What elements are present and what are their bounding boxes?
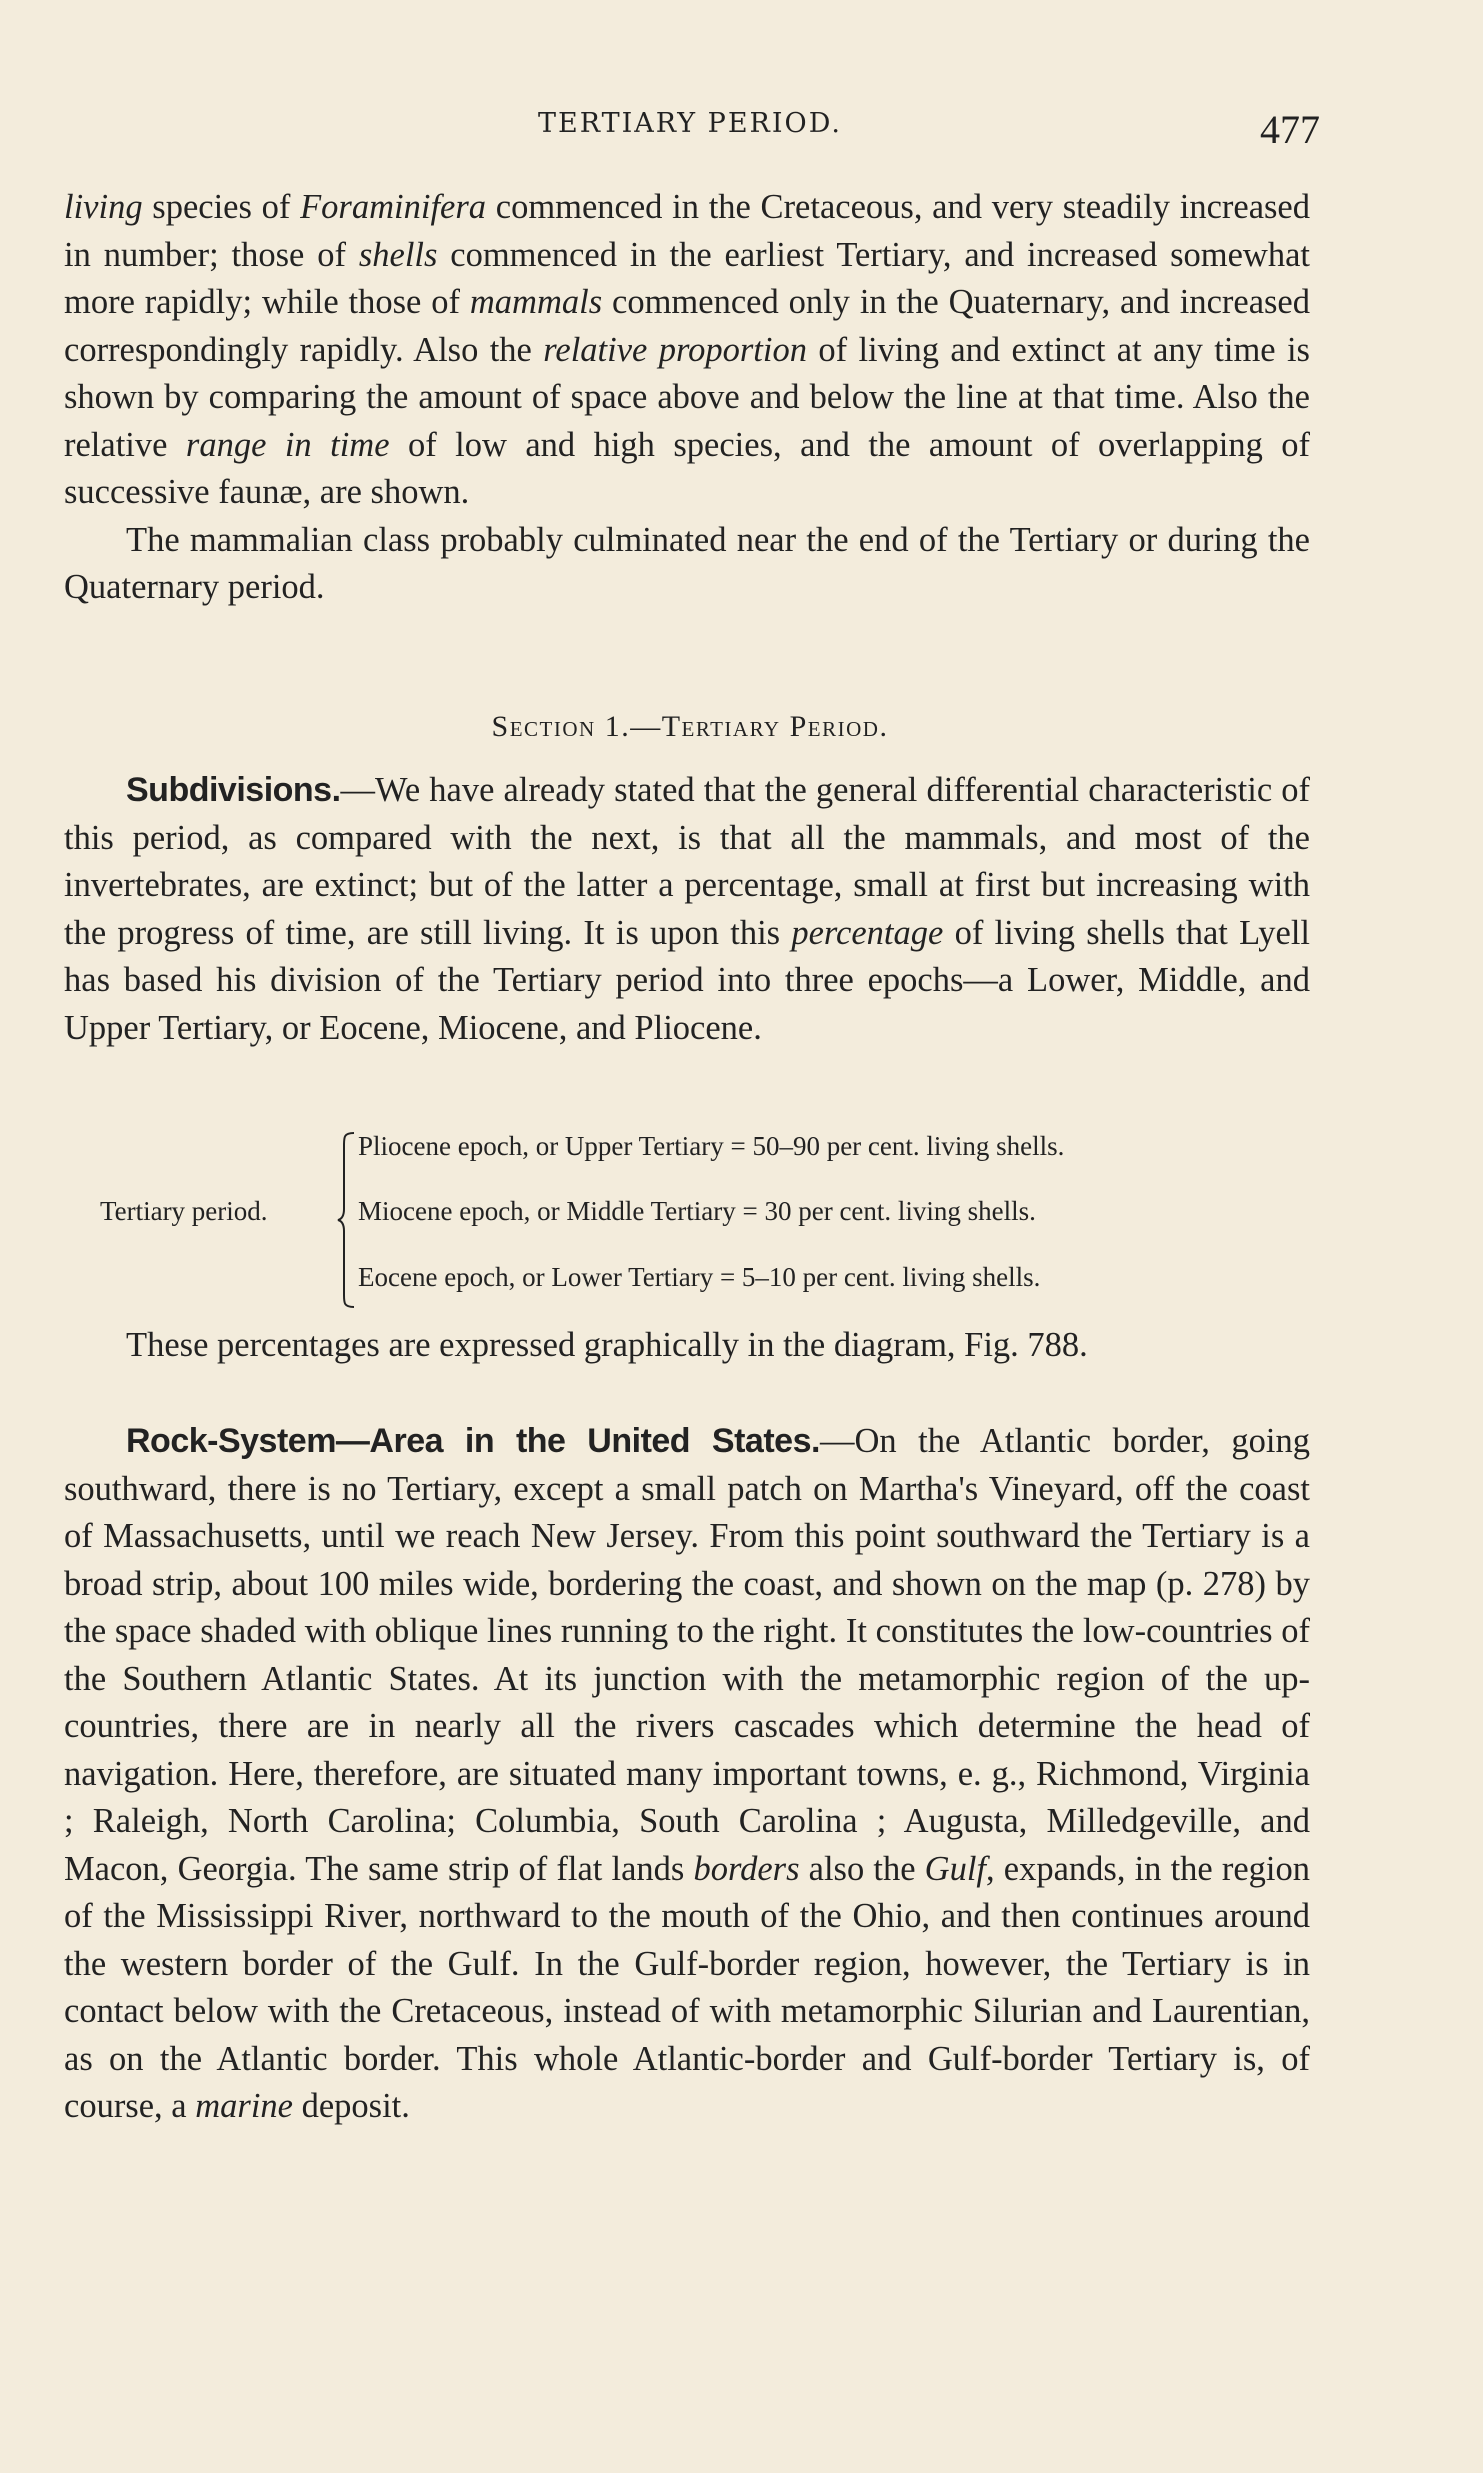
emphasis-mammals: mammals [469, 283, 603, 321]
curly-brace-icon [336, 1131, 356, 1309]
text-run: also the [799, 1849, 925, 1888]
text-run: deposit. [292, 2087, 410, 2125]
section-title: Tertiary Period. [661, 710, 889, 743]
section-number: Section 1. [491, 710, 631, 743]
emphasis-gulf: Gulf [924, 1849, 987, 1888]
paragraph-subdivisions [64, 767, 1310, 1052]
epoch-row-eocene: Eocene epoch, or Lower Tertiary = 5–10 per cent. living shells. [358, 1262, 1041, 1292]
text-run: commenced in the earliest Tertiary, and increased somewhat more rapidly; while those of [64, 235, 1310, 321]
text-run: commenced only in the Quaternary, and increased correspondingly rapidly. Also the [64, 283, 1310, 369]
text-run: of living and extinct at any time is shown by comparing the amount of space above and below the line at that time. Also the relative [64, 330, 1310, 464]
paragraph-percentages [64, 1322, 1310, 1370]
text-run: , expands, in the region of the Mississippi River, northward to the mouth of the Ohio, and then continues around the western border of the Gulf. In the Gulf-border region, however, the Tertiary is in contact below with the Cretaceous, instead of with metamorphic Silurian and Laurentian, as on the Atlantic border. This whole Atlantic-border and Gulf-border Tertiary is, of course, a [64, 1849, 1311, 2125]
percentages-text: These percentages are expressed graphically in the diagram, Fig. 788. [126, 1326, 1088, 1364]
epoch-row-pliocene: Pliocene epoch, or Upper Tertiary = 50–90 per cent. living shells. [358, 1131, 1065, 1161]
epochs-table [0, 1117, 1483, 1317]
emphasis-range-in-time: range in time [185, 425, 390, 464]
page-number: 477 [1260, 107, 1320, 152]
paragraph-culmination: The mammalian class probably culminated near the end of the Tertiary or during the Quaternary period. [64, 520, 1310, 606]
section-dash: — [630, 710, 662, 743]
emphasis-borders: borders [693, 1849, 800, 1888]
text-run: of living shells that Lyell has based his division of the Tertiary period into three epochs—a Lower, Middle, and Upper Tertiary, or Eocene, Miocene, and Pliocene. [64, 913, 1311, 1047]
emphasis-shells: shells [358, 235, 438, 274]
emphasis-living: living [64, 188, 143, 226]
paragraph-continuation [64, 184, 1310, 612]
emphasis-relative-proportion: relative proportion [543, 330, 807, 369]
lead-rock-system: Rock-System—Area in the United States. [126, 1422, 820, 1460]
running-head [0, 104, 1483, 152]
lead-subdivisions: Subdivisions. [126, 771, 341, 809]
running-title: TERTIARY PERIOD. [538, 108, 842, 139]
section-heading [0, 710, 1380, 744]
epoch-row-miocene: Miocene epoch, or Middle Tertiary = 30 per cent. living shells. [358, 1196, 1036, 1226]
text-run: species of [142, 188, 301, 226]
text-run: —We have already stated that the general differential characteristic of this period, as compared with the next, is that all the mammals, and most of the invertebrates, are extinct; but of the latter a percentage, small at first but increasing with the progress of time, are still living. It is upon this [64, 771, 1310, 952]
text-run: —On the Atlantic border, going southward, there is no Tertiary, except a small patch on Martha's Vineyard, off the coast of Massachusetts, until we reach New Jersey. From this point southward the Tertiary is a broad strip, about 100 miles wide, bordering the coast, and shown on the map (p. 278) by the space shaded with oblique lines running to the right. It constitutes the low-countries of the Southern Atlantic States. At its junction with the metamorphic region of the up-countries, there are in nearly all the rivers cascades which determine the head of navigation. Here, therefore, are situated many important towns, e. g., Richmond, Virginia ; Raleigh, North Carolina; Columbia, South Carolina ; Augusta, Milledgeville, and Macon, Georgia. The same strip of flat lands [64, 1422, 1310, 1888]
paragraph-rock-system [64, 1418, 1310, 2131]
period-label: Tertiary period. [100, 1196, 268, 1226]
emphasis-percentage: percentage [791, 913, 944, 952]
emphasis-marine: marine [195, 2087, 293, 2125]
text-run: commenced in the Cretaceous, and very steadily increased in number; those of [64, 188, 1310, 274]
emphasis-foraminifera: Foraminifera [300, 188, 487, 226]
text-run: of low and high species, and the amount of overlapping of successive faunæ, are shown. [64, 425, 1311, 511]
